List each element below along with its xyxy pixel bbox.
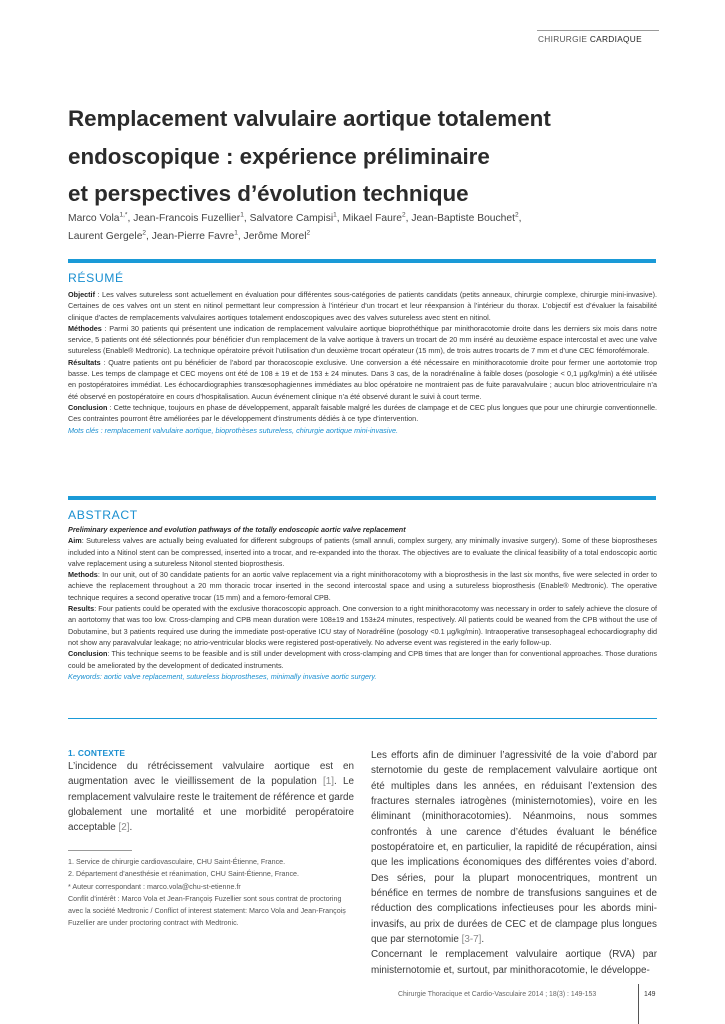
- footnote-corresponding: * Auteur correspondant : marco.vola@chu-st-etienne.fr: [68, 882, 241, 891]
- resume-objectif: Objectif : Les valves sutureless sont actuellement en évaluation pour différentes sous-catégories de patients candidats (petits anneaux, chirurgie complexe, chirurgie mini-invasive). Certaines de ces valves ont un stent en nitinol permettant leur compression à l’intérieur d’un trocart et leur réexpansion à l’intérieur du thorax. L’objectif est d’évaluer la faisabilité clinique d’actes de remplacements valvulaires aortiques totalement endoscopiques avec des valves sutureless avec stent en nitinol.: [68, 290, 657, 322]
- section-main: CARDIAQUE: [589, 34, 642, 44]
- footnotes: [68, 856, 354, 930]
- body-left-column: [68, 748, 354, 836]
- footnote-rule: [68, 850, 132, 851]
- body-paragraph: L’incidence du rétrécissement valvulaire aortique est en augmentation avec le vieillissement de la population [1]. Le remplacement valvulaire reste le traitement de référence et garde globalement une mortalité et une morbidité peropératoire acceptable [2].: [68, 761, 354, 834]
- author: Jerôme Morel: [243, 231, 307, 242]
- resume-keywords: Mots clés : remplacement valvulaire aortique, bioprothèses sutureless, chirurgie aortique mini-invasive.: [68, 425, 399, 435]
- resume-text: [68, 289, 657, 436]
- title-line-2: endoscopique : expérience préliminaire: [68, 143, 490, 169]
- author: Jean-Francois Fuzellier: [133, 213, 241, 224]
- footnote-affiliation-2: 2. Département d’anesthésie et réanimation, CHU Saint-Étienne, France.: [68, 870, 300, 879]
- author-affiliation: 2: [402, 211, 406, 219]
- author-affiliation: 2: [142, 229, 147, 237]
- author: Jean-Baptiste Bouchet: [411, 213, 515, 224]
- section-prefix: CHIRURGIE: [538, 34, 588, 44]
- footer-separator: [638, 984, 639, 1024]
- abstract-bottom-rule: [68, 718, 657, 719]
- body-right-column: [371, 748, 657, 978]
- author-affiliation: 2: [306, 229, 311, 237]
- resume-conclusion: Conclusion : Cette technique, toujours en phase de développement, apparaît faisable malgré les durées de clampage et de CEC plus longues que pour une chirurgie conventionnelle. Ces contraintes pourront être améliorées par le développement d’instruments dédiés à ce type d’intervention.: [68, 402, 657, 424]
- abstract-heading: ABSTRACT: [68, 508, 138, 522]
- abstract-bar: [68, 496, 656, 500]
- journal-citation: Chirurgie Thoracique et Cardio-Vasculaire 2014 ; 18(3) : 149-153: [398, 991, 597, 998]
- citation: [1]: [323, 776, 335, 788]
- author-affiliation: 1: [240, 211, 244, 219]
- resume-bar: [68, 259, 656, 263]
- title-line-1: Remplacement valvulaire aortique totalement: [68, 106, 551, 131]
- article-title: [68, 100, 668, 213]
- abstract-results: Results: Four patients could be operated with the exclusive thoracoscopic approach. One conversion to a right minithoracotomy was necessary in order to safely achieve the closure of an aortotomy that was too low. Cross-clamping and CPB mean duration were 108±19 and 153±24 minutes, respectively. All patients could be weaned from the CPB without the use of Dobutamine, but 3 patients required use during the immediate post-operative ICU stay of Noradréline (posology <0.1 µg/kg/min). Intraoperative transesophageal echocardiography did not show any paravalvular leakage; no atrio-ventricular blocks were registered post-operatively. No adverse event was registered in the early follow-up.: [68, 604, 657, 647]
- footnote-conflict: Conflit d’intérêt : Marco Vola et Jean-Françoiș Fuzellier sont sous contrat de proctoring avec la société Medtronic / Conflict of interest statement: Marco Vola and Jean-Françoiș Fuzellier are under proctoring contract with Medtronic.: [68, 894, 346, 928]
- author: Salvatore Campisi: [249, 213, 334, 224]
- author: Marco Vola: [68, 213, 120, 224]
- body-paragraph: Concernant le remplacement valvulaire aortique (RVA) par ministernotomie et, surtout, par minithoracotomie, le développe-: [371, 949, 657, 976]
- abstract-subtitle: Preliminary experience and evolution pathways of the totally endoscopic aortic valve replacement: [68, 525, 406, 534]
- author-affiliation: 2: [514, 211, 519, 219]
- author-affiliation: 1,*: [119, 211, 128, 219]
- resume-resultats: Résultats : Quatre patients ont pu bénéficier de l’abord par thoracoscopie exclusive. Une conversion a été nécessaire en minithoracotomie droite pour fermer une aortotomie trop basse. Les temps de clampage et CEC moyens ont été de 108 ± 19 et de 153 ± 24 minutes. Dans 3 cas, de la noradrénaline à faible doses (posologie < 0,1 µg/kg/min) a été utilisée en postopératoires immédiat. Les échocardiographies transœsophagiennes immédiates au bloc opératoire ne montraient pas de fuite paravalvulaire ; aucun bloc atrioventriculaire n’a été observé en postopératoire en cours d’hospitalisation. Aucun événement clinique n’a été observé durant le suivi à court terme.: [68, 357, 657, 401]
- footnote-affiliation-1: 1. Service de chirurgie cardiovasculaire, CHU Saint-Étienne, France.: [68, 858, 286, 866]
- abstract-methods: Methods: In our unit, out of 30 candidate patients for an aortic valve replacement via a right minithoracotomy with a bioprosthesis in the last six months, five were selected in order to achieve the replacement throughout a 20 mm thoracic trocar inserted in the second intercostal space and using a sutureless bioprosthesis (Enable® Medtronic). The operative technique requires a second operative trocar (15 mm) and a femoro-femoral CPB.: [68, 570, 657, 602]
- author: Jean-Pierre Favre: [151, 231, 235, 242]
- author-affiliation: 1: [234, 229, 238, 237]
- header-rule: [537, 30, 659, 31]
- citation: [2]: [118, 822, 130, 834]
- page-number: 149: [644, 991, 656, 998]
- body-paragraph: Les efforts afin de diminuer l’agressivité de la voie d’abord par sternotomie du geste de remplacement valvulaire aortique ont été multiples dans les années, en réduisant l’extension des fractures sternales iatrogènes (ministernotomies), voire en les éliminant (minithoracotomies). Néanmoins, nous sommes confrontés à une carence d’études évaluant le bénéfice postopératoire et, en particulier, la rapidité de récupération, ainsi que les implications économiques des différentes voies d’abord. Des séries, pour la plupart monocentriques, montrent un bénéfice en termes de nombre de transfusions sanguines et de réduction des complications infectieuses pour les abords mini-invasifs, au prix de durées de CEC et de clampage plus longues que par sternotomie [3-7].: [371, 750, 657, 946]
- resume-methodes: Méthodes : Parmi 30 patients qui présentent une indication de remplacement valvulaire aortique bioprothéthique par minithoracotomie droite dans les derniers six mois dans notre service, 5 patients ont été sélectionnés pour bénéficier d’un remplacement de la valve aortique à travers un trocart de 20 mm inséré au deuxième espace intercostal et avec une valve sutureless (Enable® Medtronic). La technique opératoire prévoit l’utilisation d’un deuxième trocart opérateur (15 mm), de trois autres trocarts de 7 mm et d’une CEC fémorofémorale.: [68, 323, 657, 356]
- citation: [3-7]: [461, 934, 482, 946]
- author-affiliation: 1: [333, 211, 337, 219]
- abstract-keywords: Keywords: aortic valve replacement, sutureless bioprostheses, minimally invasive aortic surgery.: [68, 671, 377, 681]
- abstract-conclusion: Conclusion: This technique seems to be feasible and is still under development with cross-clamping and CPB times that are longer than for conventional approaches. Those durations could be ameliorated by the development of dedicated instruments.: [68, 649, 657, 670]
- author: Mikael Faure: [342, 213, 403, 224]
- abstract-text: [68, 524, 657, 682]
- author-list: Marco Vola$^{1,*}$, Jean-Francois Fuzellier$^1$, Salvatore Campisi$^1$, Mikael Faure$^2$, Jean-Baptiste Bouchet$^2$, Laurent Gergele$^2$, Jean-Pierre Favre$^1$, Jerôme Morel$^2$: [68, 211, 522, 242]
- abstract-aim: Aim: Sutureless valves are actually being evaluated for different subgroups of patients (small annuli, complex surgery, any minimally invasive surgery). Some of these bioprostheses included into a Nitinol stent can be compressed, inserted into a trocar, and re-expanded into the thorax. The objectives are to evaluate the clinical feasibility of a total endoscopic aortic valve replacement using a sutureless Nitonol stented bioprosthesis.: [68, 536, 657, 568]
- author: Laurent Gergele: [68, 231, 143, 242]
- section-label: [538, 34, 642, 44]
- title-line-3: et perspectives d’évolution technique: [68, 181, 469, 206]
- resume-heading: RÉSUMÉ: [68, 271, 124, 285]
- section-heading-contexte: 1. CONTEXTE: [68, 748, 126, 758]
